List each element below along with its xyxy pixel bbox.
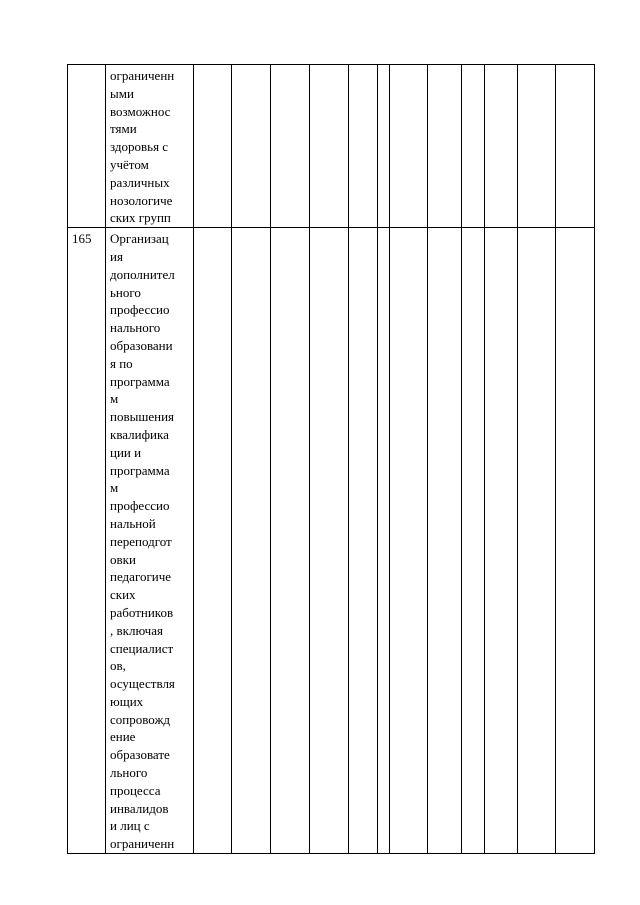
description-line: программа <box>110 373 170 389</box>
description-line: ение <box>110 729 136 745</box>
description-line: ия <box>110 248 123 264</box>
description-line: ограниченн <box>110 68 175 83</box>
description-line: квалифика <box>110 426 169 442</box>
empty-cell <box>428 228 462 854</box>
description-line: ции и <box>110 444 142 460</box>
description-line: профессио <box>110 302 170 318</box>
description-line: ов, <box>110 658 126 674</box>
description-line: переподгот <box>110 533 172 549</box>
empty-cell <box>462 228 485 854</box>
description-line: профессио <box>110 498 170 514</box>
description-line: ограниченн <box>110 836 175 852</box>
description-line: нальной <box>110 515 156 531</box>
description-line: здоровья с <box>110 139 169 155</box>
empty-cell <box>428 65 462 228</box>
row-number-cell: 165 <box>68 228 106 854</box>
empty-cell <box>556 228 595 854</box>
empty-cell <box>194 228 232 854</box>
empty-cell <box>349 65 378 228</box>
empty-cell <box>390 65 428 228</box>
empty-cell <box>232 65 271 228</box>
description-line: м <box>110 391 119 407</box>
description-line: ских групп <box>110 210 171 226</box>
description-line: Организац <box>110 231 169 247</box>
description-line: ьного <box>110 284 141 300</box>
description-line: образовате <box>110 747 170 763</box>
description-line: процесса <box>110 782 161 798</box>
description-line: работников <box>110 604 174 620</box>
description-line: нального <box>110 320 161 336</box>
description-line: повышения <box>110 409 175 425</box>
description-line: инвалидов <box>110 800 169 816</box>
description-line: ских <box>110 587 136 603</box>
description-line: я по <box>110 355 133 371</box>
empty-cell <box>518 228 556 854</box>
empty-cell <box>485 65 518 228</box>
table-row <box>68 228 595 854</box>
description-line: специалист <box>110 640 174 656</box>
data-table <box>67 64 595 854</box>
description-line: тями <box>110 121 137 137</box>
empty-cell <box>556 65 595 228</box>
description-line: нозологиче <box>110 192 173 208</box>
empty-cell <box>485 228 518 854</box>
empty-cell <box>310 228 349 854</box>
empty-cell <box>310 65 349 228</box>
description-line: м <box>110 480 119 496</box>
description-line: учётом <box>110 156 149 172</box>
description-line: дополнител <box>110 266 175 282</box>
empty-cell <box>349 228 378 854</box>
description-line: , включая <box>110 622 163 638</box>
empty-cell <box>462 65 485 228</box>
description-line: различных <box>110 174 170 190</box>
description-line: овки <box>110 551 136 567</box>
empty-cell <box>378 228 390 854</box>
description-line: ыми <box>110 85 134 101</box>
description-line: образовани <box>110 337 173 353</box>
empty-cell <box>518 65 556 228</box>
table-row <box>68 65 595 228</box>
empty-cell <box>232 228 271 854</box>
empty-cell <box>271 228 310 854</box>
row-description-cell <box>106 228 194 854</box>
row-description-cell <box>106 65 194 228</box>
description-line: осуществля <box>110 676 175 692</box>
description-line: и лиц с <box>110 818 150 834</box>
row-number-cell <box>68 65 106 228</box>
empty-cell <box>271 65 310 228</box>
description-line: возможнос <box>110 103 171 119</box>
description-line: льного <box>110 765 148 781</box>
description-line: сопровожд <box>110 711 171 727</box>
description-line: программа <box>110 462 170 478</box>
empty-cell <box>390 228 428 854</box>
description-line: ющих <box>110 693 144 709</box>
description-line: педагогиче <box>110 569 172 585</box>
empty-cell <box>194 65 232 228</box>
empty-cell <box>378 65 390 228</box>
